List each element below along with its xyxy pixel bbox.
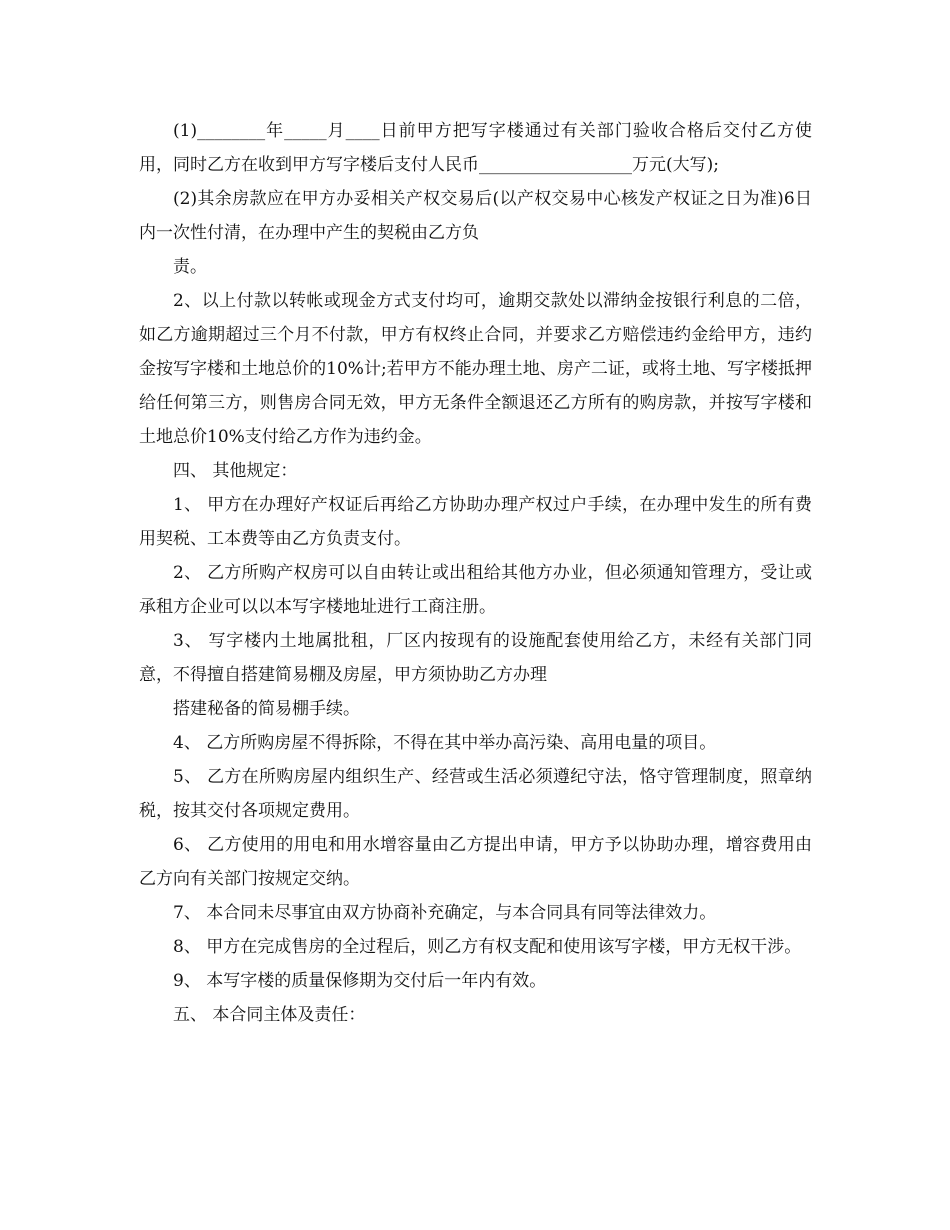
clause-4: 4、 乙方所购房屋不得拆除，不得在其中举办高污染、高用电量的项目。	[173, 733, 717, 753]
paragraph-4: 2、以上付款以转帐或现金方式支付均可，逾期交款处以滞纳金按银行利息的二倍，如乙方逾期超过三个月不付款，甲方有权终止合同，并要求乙方赔偿违约金给甲方，违约金按写字楼和土地总价的10%计;若甲方不能办理土地、房产二证，或将土地、写字楼抵押给任何第三方，则售房合同无效，甲方无条件全额退还乙方所有的购房款，并按写字楼和土地总价10%支付给乙方作为违约金。	[139, 291, 812, 447]
document-body	[139, 114, 812, 1032]
clause-3: 3、 写字楼内土地属批租，厂区内按现有的设施配套使用给乙方，未经有关部门同意，不得擅自搭建简易棚及房屋，甲方须协助乙方办理	[139, 631, 812, 685]
paragraph-1: (1)________年_____月____日前甲方把写字楼通过有关部门验收合格后交付乙方使用，同时乙方在收到甲方写字楼后支付人民币__________________万元(大写);	[139, 121, 812, 175]
clause-3-continued: 搭建秘备的简易棚手续。	[173, 699, 360, 719]
clause-5: 5、 乙方在所购房屋内组织生产、经营或生活必须遵纪守法，恪守管理制度，照章纳税，按其交付各项规定费用。	[139, 767, 812, 821]
clause-7: 7、 本合同未尽事宜由双方协商补充确定，与本合同具有同等法律效力。	[173, 903, 717, 923]
clause-1: 1、 甲方在办理好产权证后再给乙方协助办理产权过户手续，在办理中发生的所有费用契税、工本费等由乙方负责支付。	[139, 495, 812, 549]
paragraph-3: 责。	[173, 257, 207, 277]
section-heading-4: 四、 其他规定：	[173, 461, 298, 481]
paragraph-2: (2)其余房款应在甲方办妥相关产权交易后(以产权交易中心核发产权证之日为准)6日内一次性付清，在办理中产生的契税由乙方负	[139, 189, 812, 243]
section-heading-5: 五、 本合同主体及责任：	[173, 1005, 366, 1025]
clause-6: 6、 乙方使用的用电和用水增容量由乙方提出申请，甲方予以协助办理，增容费用由乙方向有关部门按规定交纳。	[139, 835, 812, 889]
clause-8: 8、 甲方在完成售房的全过程后，则乙方有权支配和使用该写字楼，甲方无权干涉。	[173, 937, 802, 957]
clause-9: 9、 本写字楼的质量保修期为交付后一年内有效。	[173, 971, 547, 991]
clause-2: 2、 乙方所购产权房可以自由转让或出租给其他方办业，但必须通知管理方，受让或承租方企业可以以本写字楼地址进行工商注册。	[139, 563, 812, 617]
